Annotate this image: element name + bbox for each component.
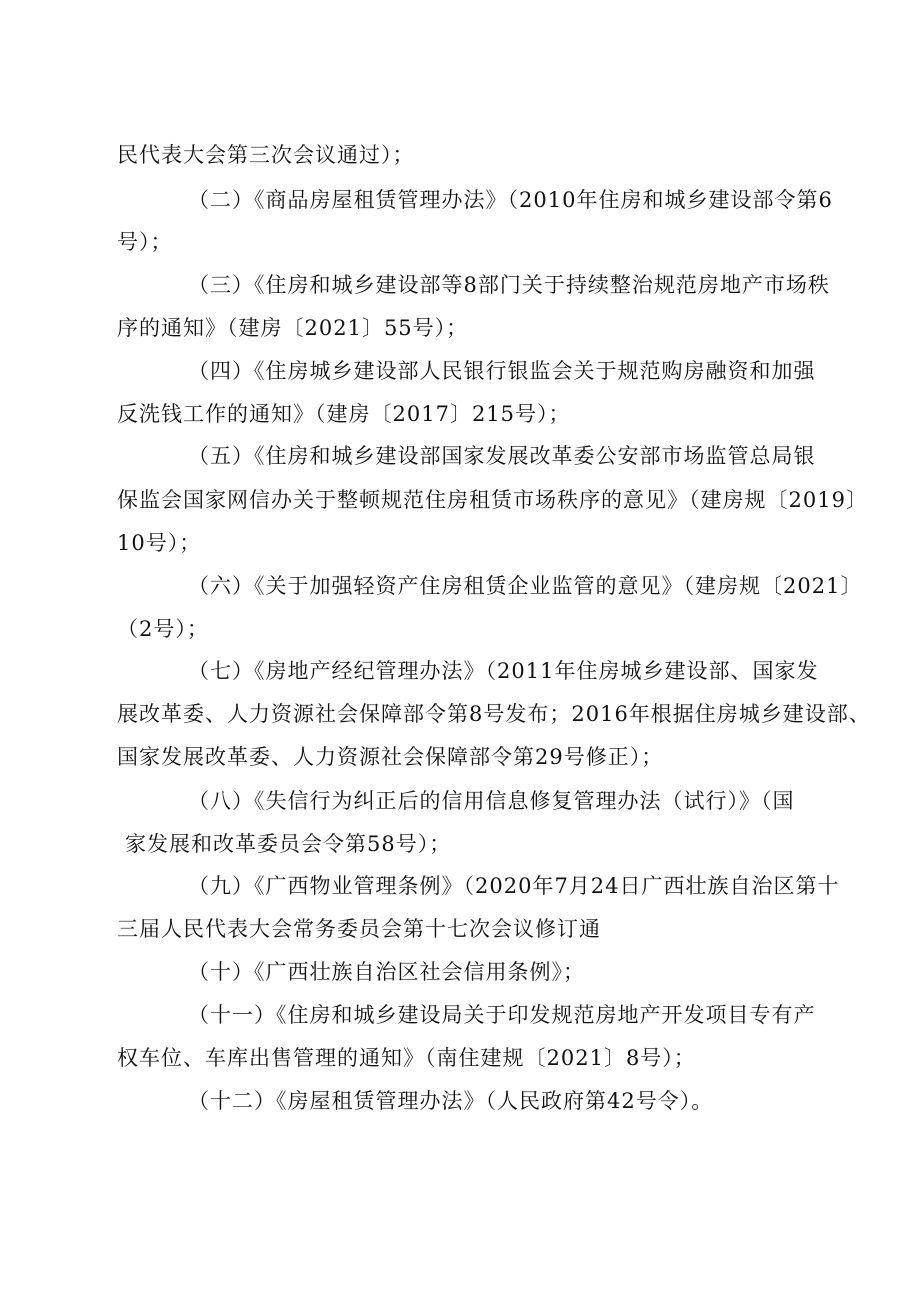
text-line: （十一）《住房和城乡建设局关于印发规范房地产开发项目专有产 bbox=[188, 1003, 816, 1027]
text-line: 10号）； bbox=[117, 531, 202, 555]
text-line: （二）《商品房屋租赁管理办法》（2010年住房和城乡建设部令第6 bbox=[188, 188, 833, 212]
text-line: （六）《关于加强轻资产住房租赁企业监管的意见》（建房规〔2021〕 bbox=[188, 574, 863, 598]
text-line: （十）《广西壮族自治区社会信用条例》； bbox=[188, 960, 585, 984]
text-line: 权车位、车库出售管理的通知》（南住建规〔2021〕8号）； bbox=[117, 1046, 696, 1070]
text-line: 家发展和改革委员会令第58号）； bbox=[125, 832, 452, 856]
text-line: 展改革委、人力资源社会保障部令第8号发布；2016年根据住房城乡建设部、 bbox=[117, 702, 871, 726]
text-line: 序的通知》（建房〔2021〕55号）； bbox=[117, 316, 469, 340]
text-line: （五）《住房和城乡建设部国家发展改革委公安部市场监管总局银 bbox=[188, 444, 816, 468]
text-line: 民代表大会第三次会议通过）； bbox=[117, 143, 415, 167]
text-line: （三）《住房和城乡建设部等8部门关于持续整治规范房地产市场秩 bbox=[188, 273, 830, 297]
text-line: （十二）《房屋租赁管理办法》（人民政府第42号令）。 bbox=[188, 1089, 714, 1113]
text-line: （四）《住房城乡建设部人民银行银监会关于规范购房融资和加强 bbox=[188, 359, 816, 383]
text-line: 反洗钱工作的通知》（建房〔2017〕215号）； bbox=[117, 402, 571, 426]
text-line: （2号）； bbox=[117, 617, 209, 641]
text-line: 国家发展改革委、人力资源社会保障部令第29号修正）； bbox=[117, 745, 664, 769]
text-line: 号）； bbox=[117, 230, 173, 254]
text-line: 保监会国家网信办关于整顿规范住房租赁市场秩序的意见》（建房规〔2019〕 bbox=[117, 488, 868, 512]
text-line: 三届人民代表大会常务委员会第十七次会议修订通 bbox=[117, 917, 601, 941]
text-line: （七）《房地产经纪管理办法》（2011年住房城乡建设部、国家发 bbox=[188, 659, 819, 683]
text-line: （九）《广西物业管理条例》（2020年7月24日广西壮族自治区第十 bbox=[188, 874, 840, 898]
text-line: （八）《失信行为纠正后的信用信息修复管理办法（试行）》（国 bbox=[188, 789, 795, 813]
